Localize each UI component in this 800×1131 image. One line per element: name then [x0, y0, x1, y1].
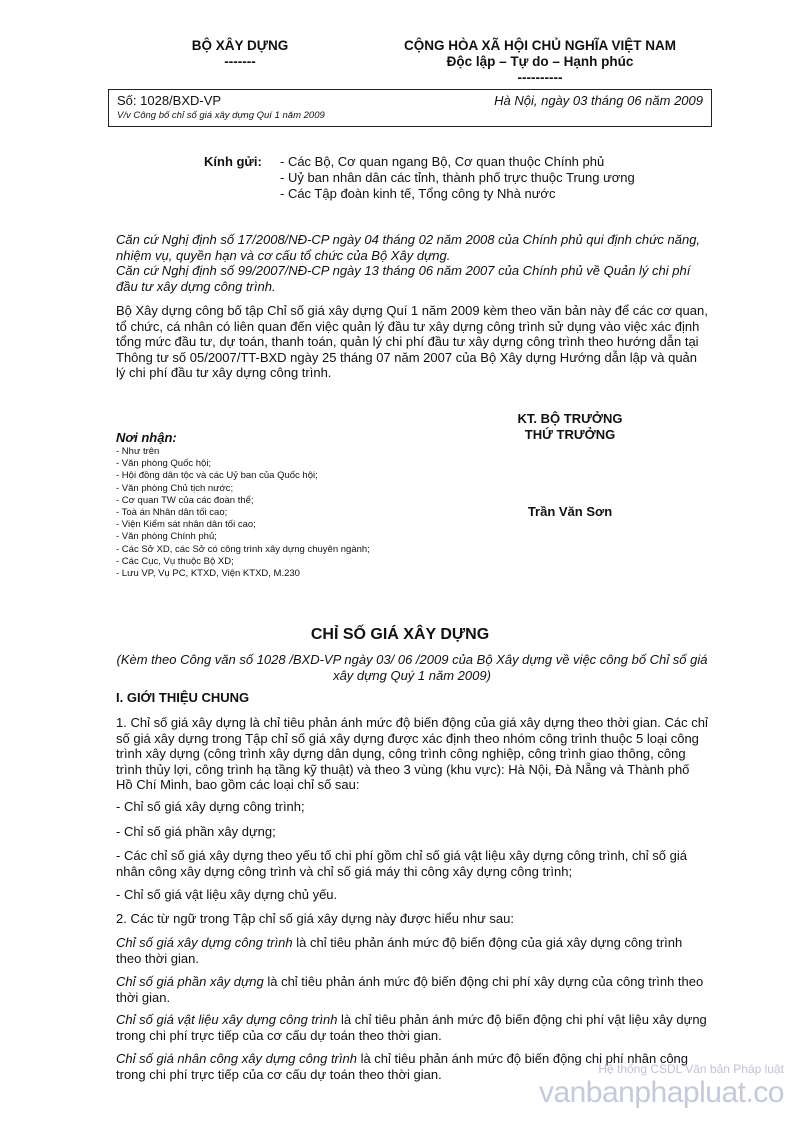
signature-title-2: THỨ TRƯỞNG	[524, 427, 616, 442]
recipient-item: - Các Tập đoàn kinh tế, Tổng công ty Nhà nước	[280, 186, 556, 201]
distribution-item: - Các Sở XD, các Sở có công trình xây dựng chuyên ngành;	[116, 543, 370, 555]
annex-paragraph-1: 1. Chỉ số giá xây dựng là chỉ tiêu phản ánh mức độ biến động của giá xây dựng theo thời gian. Các chỉ số giá xây dựng trong Tập chỉ số giá xây dựng được xác định theo nhóm công trình thuộc 5 loại công trình xây dựng (công trình xây dựng dân dụng, công trình công nghiệp, công trình giao thông, công trình thủy lợi, công trình hạ tầng kỹ thuật) và theo 3 vùng (khu vực): Hà Nội, Đà Nẵng và Thành phố Hồ Chí Minh, bao gồm các loại chỉ số sau:	[116, 715, 708, 792]
recipient-item: - Các Bộ, Cơ quan ngang Bộ, Cơ quan thuộc Chính phủ	[280, 154, 605, 169]
bullet-item: - Các chỉ số giá xây dựng theo yếu tố chi phí gồm chỉ số giá vật liệu xây dựng công trình, chỉ số giá nhân công xây dựng công trình và chỉ số giá máy thi công xây dựng công trình;	[116, 848, 687, 879]
distribution-item: - Văn phòng Quốc hội;	[116, 458, 212, 470]
nation-name: CỘNG HÒA XÃ HỘI CHỦ NGHĨA VIỆT NAM	[403, 38, 676, 53]
issuer-name: BỘ XÂY DỰNG	[191, 38, 289, 53]
definition-term: Chỉ số giá nhân công xây dựng công trình	[116, 1051, 357, 1066]
definition-text: là chỉ tiêu phản ánh mức độ biến động chi phí vật liệu xây dựng trong chi phí trực tiếp của cơ cấu dự toán theo thời gian.	[116, 1012, 707, 1043]
distribution-item: - Văn phòng Chủ tịch nước;	[116, 482, 234, 494]
watermark-caption: Hệ thống CSDL Văn bản Pháp luật	[598, 1062, 784, 1076]
distribution-item: - Cơ quan TW của các đoàn thể;	[116, 494, 254, 506]
bullet-item: - Chỉ số giá phần xây dựng;	[116, 824, 276, 839]
distribution-item: - Các Cục, Vụ thuộc Bộ XD;	[116, 555, 234, 567]
definition-text: là chỉ tiêu phản ánh mức độ biến động chi phí xây dựng của công trình theo thời gian.	[116, 974, 704, 1005]
document-date: Hà Nội, ngày 03 tháng 06 năm 2009	[494, 93, 703, 108]
distribution-item: - Viện Kiểm sát nhân dân tối cao;	[116, 519, 256, 531]
definition-3	[116, 1012, 708, 1043]
motto-separator: ----------	[517, 70, 563, 85]
distribution-item: - Như trên	[116, 446, 160, 457]
definition-text: là chỉ tiêu phản ánh mức độ biến động chi phí nhân công trong chi phí trực tiếp của cơ cấu dự toán theo thời gian.	[116, 1051, 689, 1082]
distribution-list	[116, 446, 370, 580]
definition-term: Chỉ số giá xây dựng công trình	[116, 935, 293, 950]
national-motto: Độc lập – Tự do – Hạnh phúc	[446, 54, 634, 69]
watermark-site: vanbanphapluat.co	[538, 1076, 784, 1109]
issuer-block	[140, 38, 340, 70]
bullet-item: - Chỉ số giá xây dựng công trình;	[116, 799, 305, 814]
section-heading: I. GIỚI THIỆU CHUNG	[116, 690, 250, 705]
annex-paragraph-2: 2. Các từ ngữ trong Tập chỉ số giá xây dựng này được hiểu như sau:	[116, 911, 514, 926]
definition-term: Chỉ số giá phần xây dựng	[116, 974, 264, 989]
bullet-item: - Chỉ số giá vật liệu xây dựng chủ yếu.	[116, 887, 338, 902]
distribution-title: Nơi nhận:	[116, 430, 177, 445]
document-number: Số: 1028/BXD-VP	[117, 93, 222, 108]
legal-basis-2: Căn cứ Nghị định số 99/2007/NĐ-CP ngày 13 tháng 06 năm 2007 của Chính phủ về Quản lý chi phí đầu tư xây dựng công trình.	[116, 263, 691, 294]
definition-text: là chỉ tiêu phản ánh mức độ biến động của giá xây dựng công trình theo thời gian.	[116, 935, 683, 966]
signature-title-1: KT. BỘ TRƯỞNG	[517, 411, 623, 426]
recipients-list	[280, 154, 635, 202]
definition-1	[116, 935, 708, 966]
distribution-item: - Toà án Nhân dân tối cao;	[116, 507, 228, 519]
recipient-item: - Uỷ ban nhân dân các tỉnh, thành phố trực thuộc Trung ương	[280, 170, 635, 185]
issuer-separator: -------	[224, 54, 256, 69]
legal-basis-1: Căn cứ Nghị định số 17/2008/NĐ-CP ngày 04 tháng 02 năm 2008 của Chính phủ qui định chức năng, nhiệm vụ, quyền hạn và cơ cấu tổ chức của Bộ Xây dựng.	[116, 232, 701, 263]
distribution-item: - Văn phòng Chính phủ;	[116, 531, 217, 543]
signer-name: Trần Văn Sơn	[527, 504, 613, 519]
document-subject: V/v Công bố chỉ số giá xây dựng Quí 1 năm 2009	[117, 110, 325, 121]
distribution-item: - Lưu VP, Vụ PC, KTXD, Viện KTXD, M.230	[116, 568, 300, 580]
annex-subtitle: (Kèm theo Công văn số 1028 /BXD-VP ngày 03/ 06 /2009 của Bộ Xây dựng về việc công bố Chỉ số giá xây dựng Quý 1 năm 2009)	[116, 652, 708, 683]
recipients-label: Kính gửi:	[204, 154, 262, 169]
document-info-box	[108, 89, 712, 127]
definition-term: Chỉ số giá vật liệu xây dựng công trình	[116, 1012, 338, 1027]
distribution-item: - Hội đồng dân tộc và các Uỷ ban của Quốc hội;	[116, 470, 318, 482]
definition-2	[116, 974, 708, 1005]
national-heading	[390, 38, 690, 86]
body-paragraph: Bộ Xây dựng công bố tập Chỉ số giá xây dựng Quí 1 năm 2009 kèm theo văn bản này để các cơ quan, tổ chức, cá nhân có liên quan đến việc quản lý đầu tư xây dựng công trình sử dụng vào việc xác định tổng mức đầu tư, dự toán, thanh toán, quản lý chi phí đầu tư xây dựng công trình theo hướng dẫn tại Thông tư số 05/2007/TT-BXD ngày 25 tháng 07 năm 2007 của Bộ Xây dựng Hướng dẫn lập và quản lý chi phí đầu tư xây dựng công trình.	[116, 303, 708, 380]
annex-title: CHỈ SỐ GIÁ XÂY DỰNG	[310, 626, 490, 643]
